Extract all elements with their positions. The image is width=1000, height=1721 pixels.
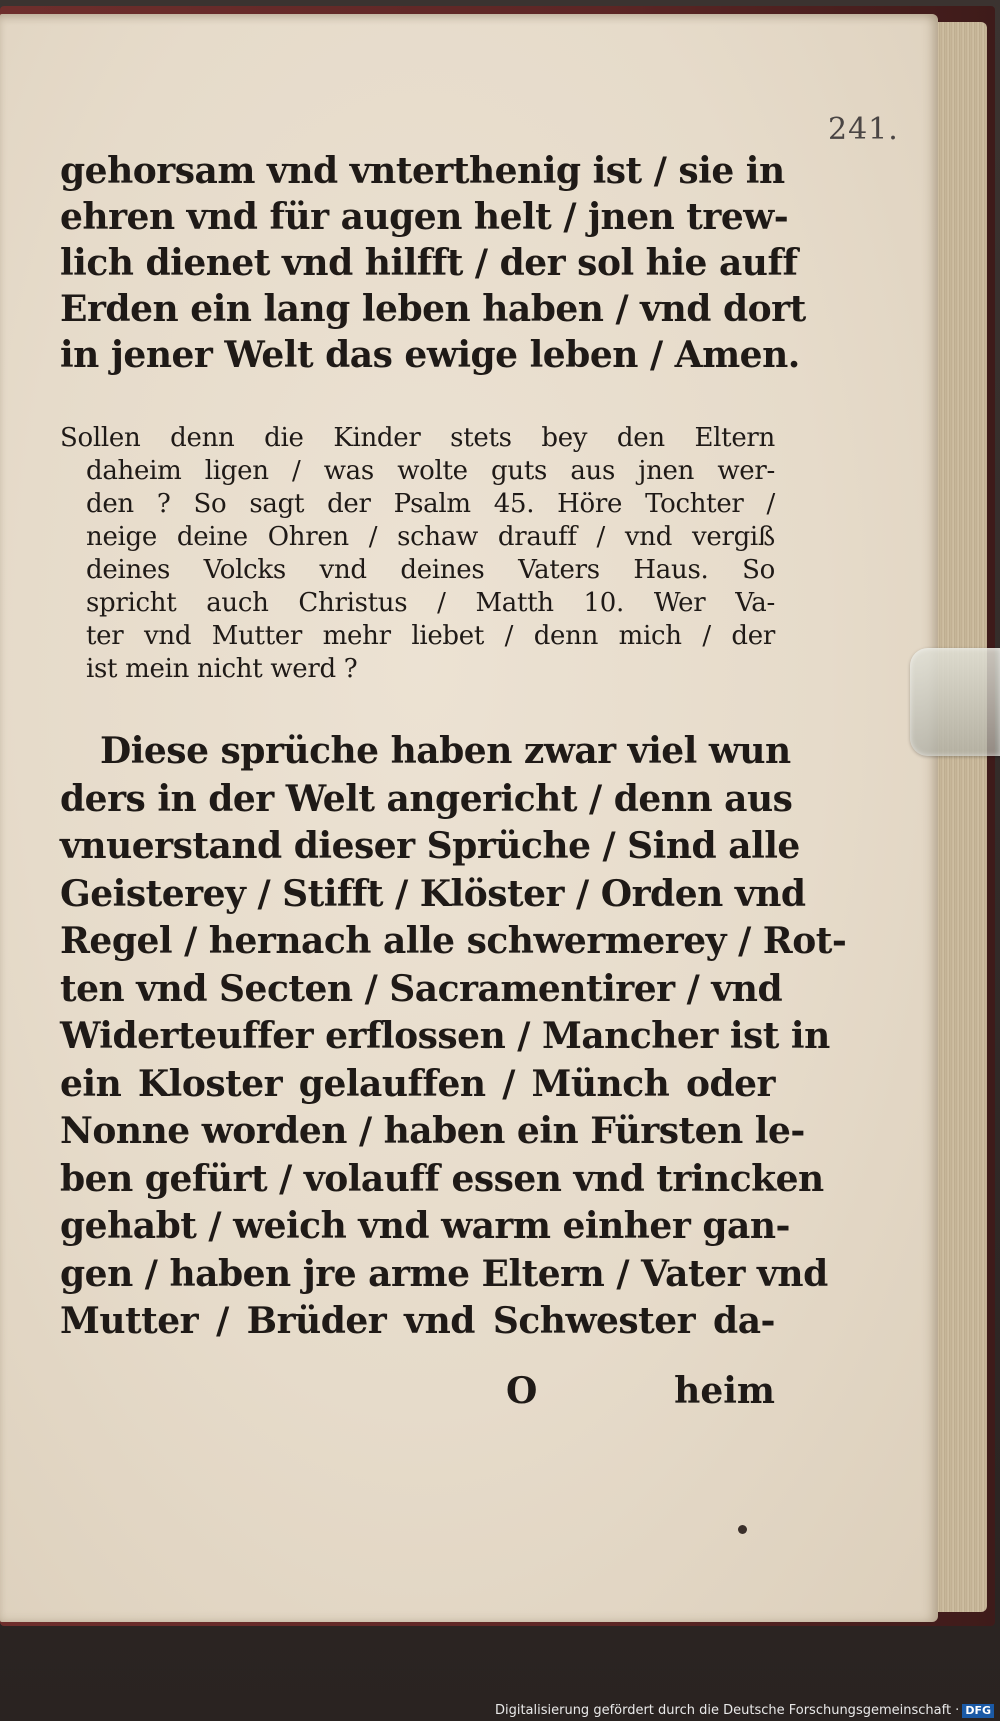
folio-number: 241. <box>828 112 899 147</box>
text-line: daheim ligen / was wolte guts aus jnen wer- <box>86 456 775 486</box>
digitization-credit <box>495 1703 994 1718</box>
text-line: ten vnd Secten / Sacramentirer / vnd <box>60 967 783 1010</box>
page-clip-tab <box>910 648 1000 756</box>
paragraph-3 <box>60 728 847 1346</box>
text-line: lich dienet vnd hilfft / der sol hie auff <box>60 242 798 284</box>
text-line: spricht auch Christus / Matth 10. Wer Va- <box>86 588 775 618</box>
signature-mark: O <box>506 1370 538 1412</box>
text-line: gen / haben jre arme Eltern / Vater vnd <box>60 1252 828 1295</box>
text-line: Regel / hernach alle schwermerey / Rot- <box>60 920 847 962</box>
text-line: Geisterey / Stifft / Klöster / Orden vnd <box>60 872 806 915</box>
text-line: Widerteuffer erflossen / Mancher ist in <box>60 1015 830 1057</box>
text-line: Nonne worden / haben ein Fürsten le- <box>60 1110 805 1152</box>
text-line: ders in der Welt angericht / denn aus <box>60 777 793 820</box>
text-line: ist mein nicht werd ? <box>86 654 358 684</box>
text-line: gehabt / weich vnd warm einher gan- <box>60 1205 790 1247</box>
text-line: Diese sprüche haben zwar viel wun <box>100 730 791 772</box>
text-line: den ? So sagt der Psalm 45. Höre Tochter / <box>86 489 775 519</box>
page-footer-line <box>60 1370 775 1416</box>
text-line: Erden ein lang leben haben / vnd dort <box>60 288 806 330</box>
dfg-logo: DFG <box>962 1704 994 1718</box>
text-line: ehren vnd für augen helt / jnen trew- <box>60 196 789 238</box>
text-line: ben gefürt / volauff essen vnd trincken <box>60 1157 824 1200</box>
text-line: ein Kloster gelauffen / Münch oder <box>60 1062 775 1105</box>
text-line: deines Volcks vnd deines Vaters Haus. So <box>86 555 775 585</box>
text-line: Mutter / Brüder vnd Schwester da- <box>60 1300 775 1342</box>
paragraph-1 <box>60 148 806 378</box>
catchword: heim <box>674 1370 775 1412</box>
credit-text: Digitalisierung gefördert durch die Deutsche Forschungsgemeinschaft · <box>494 1703 960 1718</box>
text-line: gehorsam vnd vnterthenig ist / sie in <box>60 150 785 192</box>
ink-dot <box>738 1525 747 1534</box>
text-line: ter vnd Mutter mehr liebet / denn mich / der <box>86 621 775 651</box>
text-line: neige deine Ohren / schaw drauff / vnd vergiß <box>86 522 775 552</box>
text-line: vnuerstand dieser Sprüche / Sind alle <box>60 825 800 867</box>
text-line: in jener Welt das ewige leben / Amen. <box>60 334 800 376</box>
paragraph-2 <box>60 422 775 686</box>
text-line: Sollen denn die Kinder stets bey den Eltern <box>60 423 775 453</box>
